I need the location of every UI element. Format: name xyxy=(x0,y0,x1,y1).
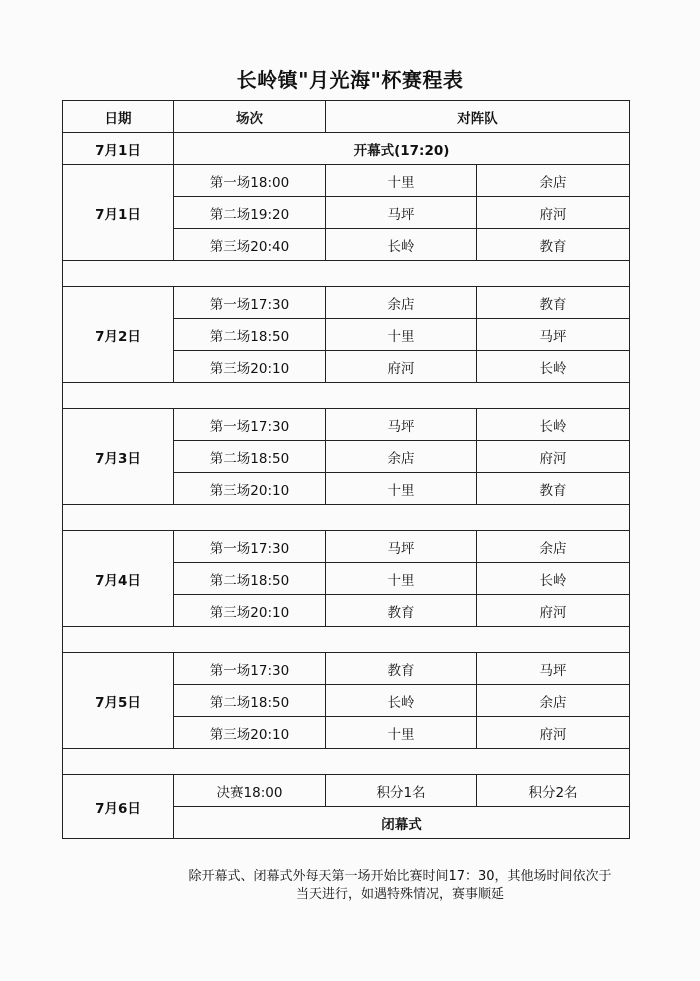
team-home: 马坪 xyxy=(326,409,477,441)
team-away: 马坪 xyxy=(477,653,630,685)
final-team-1: 积分1名 xyxy=(326,775,477,807)
team-away: 余店 xyxy=(477,685,630,717)
day-date: 7月4日 xyxy=(63,531,174,627)
schedule-table xyxy=(62,100,630,839)
spacer-cell xyxy=(63,505,630,531)
day-date: 7月2日 xyxy=(63,287,174,383)
team-home: 余店 xyxy=(326,441,477,473)
match-time: 第一场17:30 xyxy=(174,531,326,563)
match-time: 第三场20:10 xyxy=(174,595,326,627)
team-home: 长岭 xyxy=(326,229,477,261)
closing-ceremony: 闭幕式 xyxy=(174,807,630,839)
spacer-cell xyxy=(63,627,630,653)
day-date: 7月3日 xyxy=(63,409,174,505)
opening-ceremony: 开幕式(17:20) xyxy=(174,133,630,165)
footnote-line-2: 当天进行，如遇特殊情况，赛事顺延 xyxy=(295,887,504,902)
team-home: 十里 xyxy=(326,717,477,749)
team-home: 教育 xyxy=(326,595,477,627)
header-date: 日期 xyxy=(63,101,174,133)
match-time: 第二场18:50 xyxy=(174,319,326,351)
day-date: 7月1日 xyxy=(63,165,174,261)
footnote xyxy=(160,868,640,904)
team-away: 府河 xyxy=(477,441,630,473)
match-time: 第二场18:50 xyxy=(174,441,326,473)
match-time: 第一场17:30 xyxy=(174,409,326,441)
opening-date: 7月1日 xyxy=(63,133,174,165)
match-time: 第三场20:10 xyxy=(174,473,326,505)
match-time: 第一场18:00 xyxy=(174,165,326,197)
page-title: 长岭镇"月光海"杯赛程表 xyxy=(236,68,464,92)
match-time: 第三场20:40 xyxy=(174,229,326,261)
match-time: 第二场18:50 xyxy=(174,563,326,595)
final-date: 7月6日 xyxy=(63,775,174,839)
team-away: 府河 xyxy=(477,197,630,229)
header-teams: 对阵队 xyxy=(326,101,630,133)
team-home: 十里 xyxy=(326,319,477,351)
match-row xyxy=(63,531,630,563)
match-time: 第二场19:20 xyxy=(174,197,326,229)
team-home: 府河 xyxy=(326,351,477,383)
match-row xyxy=(63,165,630,197)
team-home: 余店 xyxy=(326,287,477,319)
team-home: 十里 xyxy=(326,473,477,505)
team-away: 长岭 xyxy=(477,563,630,595)
spacer-row xyxy=(63,505,630,531)
team-home: 马坪 xyxy=(326,531,477,563)
match-time: 第一场17:30 xyxy=(174,287,326,319)
final-team-2: 积分2名 xyxy=(477,775,630,807)
team-away: 长岭 xyxy=(477,409,630,441)
match-time: 第三场20:10 xyxy=(174,717,326,749)
match-time: 第二场18:50 xyxy=(174,685,326,717)
team-away: 府河 xyxy=(477,595,630,627)
team-home: 十里 xyxy=(326,165,477,197)
team-away: 长岭 xyxy=(477,351,630,383)
team-home: 长岭 xyxy=(326,685,477,717)
team-away: 余店 xyxy=(477,165,630,197)
team-away: 府河 xyxy=(477,717,630,749)
team-away: 马坪 xyxy=(477,319,630,351)
spacer-row xyxy=(63,383,630,409)
team-home: 马坪 xyxy=(326,197,477,229)
final-row xyxy=(63,775,630,807)
schedule-table-body xyxy=(63,101,630,839)
team-away: 教育 xyxy=(477,287,630,319)
spacer-cell xyxy=(63,261,630,287)
spacer-cell xyxy=(63,383,630,409)
header-row xyxy=(63,101,630,133)
team-home: 教育 xyxy=(326,653,477,685)
spacer-row xyxy=(63,627,630,653)
match-row xyxy=(63,409,630,441)
team-away: 教育 xyxy=(477,229,630,261)
team-home: 十里 xyxy=(326,563,477,595)
header-match: 场次 xyxy=(174,101,326,133)
spacer-cell xyxy=(63,749,630,775)
team-away: 余店 xyxy=(477,531,630,563)
match-row xyxy=(63,287,630,319)
footnote-line-1: 除开幕式、闭幕式外每天第一场开始比赛时间17：30，其他场时间依次于 xyxy=(188,869,612,884)
spacer-row xyxy=(63,749,630,775)
day-date: 7月5日 xyxy=(63,653,174,749)
match-time: 第一场17:30 xyxy=(174,653,326,685)
team-away: 教育 xyxy=(477,473,630,505)
match-row xyxy=(63,653,630,685)
match-time: 第三场20:10 xyxy=(174,351,326,383)
final-match-time: 决赛18:00 xyxy=(174,775,326,807)
opening-row xyxy=(63,133,630,165)
spacer-row xyxy=(63,261,630,287)
